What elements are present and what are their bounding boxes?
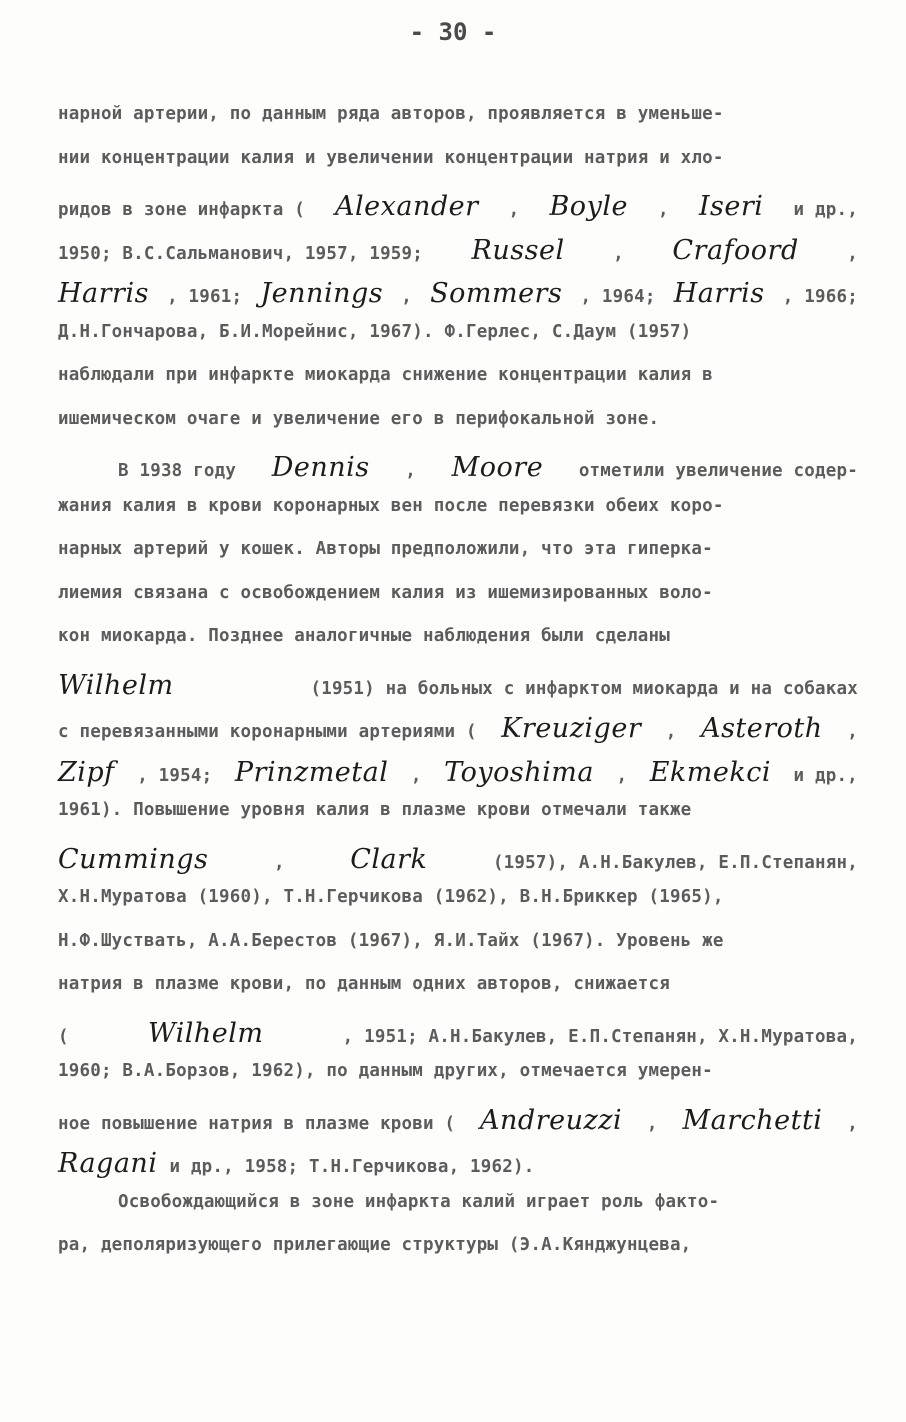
typed-text: , — [405, 461, 417, 481]
handwritten-author-name: Alexander — [335, 191, 479, 222]
handwritten-author-name: Kreuziger — [501, 713, 642, 744]
text-line — [58, 496, 858, 540]
text-line — [58, 844, 858, 888]
typed-text: и др., 1958; Т.Н.Герчикова, 1962). — [169, 1157, 535, 1177]
typed-text: , 1951; А.Н.Бакулев, Е.П.Степанян, Х.Н.Муратова, — [342, 1026, 858, 1047]
text-line — [58, 1235, 858, 1279]
typed-text: , — [613, 243, 624, 264]
typed-text: , — [401, 287, 412, 307]
handwritten-author-name: Ekmekci — [649, 756, 771, 788]
text-line — [58, 583, 858, 627]
typed-text: , — [646, 1113, 658, 1134]
typed-text: нарной артерии, по данным ряда авторов, проявляется в уменьше- — [58, 104, 724, 124]
typed-text: и др., — [793, 200, 858, 220]
typed-text: , 1961; — [167, 287, 243, 307]
typed-text: жания калия в крови коронарных вен после перевязки обеих коро- — [58, 495, 724, 516]
handwritten-author-name: Asteroth — [701, 713, 823, 744]
typed-text: , — [410, 765, 422, 786]
handwritten-author-name: Harris — [673, 278, 765, 309]
typed-text: , 1964; — [580, 287, 656, 307]
typed-text: 1960; В.А.Борзов, 1962), по данным других, отмечается умерен- — [58, 1061, 713, 1081]
typed-text: , — [847, 1113, 858, 1134]
text-line — [58, 757, 858, 801]
text-line — [58, 1192, 858, 1236]
handwritten-author-name: Wilhelm — [58, 669, 174, 701]
typed-text: ридов в зоне инфаркта ( — [58, 200, 305, 220]
text-line — [58, 104, 858, 148]
handwritten-author-name: Toyoshima — [444, 756, 594, 788]
typed-text: ра, деполяризующего прилегающие структуры (Э.А.Кянджунцева, — [58, 1235, 692, 1255]
typed-text: Н.Ф.Шуствать, А.А.Берестов (1967), Я.И.Тайх (1967). Уровень же — [58, 930, 724, 951]
text-line — [58, 1018, 858, 1062]
handwritten-author-name: Jennings — [260, 278, 384, 309]
handwritten-author-name: Russel — [471, 234, 565, 266]
handwritten-author-name: Dennis — [271, 452, 370, 483]
text-line — [58, 1061, 858, 1105]
handwritten-author-name: Wilhelm — [147, 1017, 264, 1049]
typed-text: Освобождающийся в зоне инфаркта калий играет роль факто- — [118, 1191, 720, 1212]
typed-text: нарных артерий у кошек. Авторы предположили, что эта гиперка- — [58, 539, 713, 559]
handwritten-author-name: Andreuzzi — [480, 1104, 623, 1136]
text-line — [58, 1148, 858, 1192]
typed-text: натрия в плазме крови, по данным одних авторов, снижается — [58, 974, 670, 994]
typed-text: Д.Н.Гончарова, Б.И.Морейнис, 1967). Ф.Герлес, С.Даум (1957) — [58, 321, 692, 342]
typed-text: , — [508, 200, 520, 220]
typed-text: В 1938 году — [118, 461, 237, 481]
text-line — [58, 539, 858, 583]
typed-text: наблюдали при инфаркте миокарда снижение концентрации калия в — [58, 365, 713, 385]
typed-text: ишемическом очаге и увеличение его в перифокальной зоне. — [58, 408, 660, 429]
typed-text: , — [847, 243, 858, 264]
text-line — [58, 670, 858, 714]
handwritten-author-name: Moore — [451, 452, 544, 483]
typed-text: , 1966; — [782, 287, 858, 307]
page-number: - 30 - — [409, 18, 497, 46]
typed-text: 1961). Повышение уровня калия в плазме крови отмечали также — [58, 800, 692, 820]
text-line — [58, 1105, 858, 1149]
handwritten-author-name: Boyle — [549, 191, 628, 222]
text-line — [58, 713, 858, 757]
text-line — [58, 235, 858, 279]
text-line — [58, 887, 858, 931]
typed-text: , 1954; — [137, 765, 213, 786]
typed-text: и др., — [793, 765, 858, 786]
typed-text: нии концентрации калия и увеличении концентрации натрия и хло- — [58, 147, 724, 168]
handwritten-author-name: Sommers — [430, 278, 563, 309]
handwritten-author-name: Clark — [350, 843, 428, 875]
typed-text: , — [616, 765, 628, 786]
typed-text: отметили увеличение содер- — [578, 461, 858, 481]
text-line — [58, 191, 858, 235]
handwritten-author-name: Marchetti — [682, 1104, 823, 1136]
typed-text: (1951) на больных с инфарктом миокарда и на собаках — [310, 678, 858, 699]
handwritten-author-name: Prinzmetal — [234, 756, 389, 788]
handwritten-author-name: Crafoord — [672, 234, 799, 266]
typed-text: с перевязанными коронарными артериями ( — [58, 722, 477, 742]
text-line — [58, 452, 858, 496]
typed-text: ( — [58, 1026, 69, 1047]
typed-text: , — [658, 200, 669, 220]
text-line — [58, 148, 858, 192]
handwritten-author-name: Ragani — [58, 1148, 158, 1179]
typed-text: (1957), А.Н.Бакулев, Е.П.Степанян, — [492, 852, 858, 873]
typed-text: , — [847, 722, 858, 742]
typed-text: 1950; В.С.Сальманович, 1957, 1959; — [58, 243, 424, 264]
handwritten-author-name: Iseri — [698, 191, 764, 222]
typed-text: кон миокарда. Позднее аналогичные наблюдения были сделаны — [58, 626, 670, 646]
text-line — [58, 974, 858, 1018]
text-line — [58, 409, 858, 453]
text-line — [58, 278, 858, 322]
typed-text: , — [665, 722, 677, 742]
handwritten-author-name: Cummings — [58, 843, 209, 875]
text-line — [58, 931, 858, 975]
text-line — [58, 322, 858, 366]
handwritten-author-name: Harris — [58, 278, 149, 309]
typed-text: ное повышение натрия в плазме крови ( — [58, 1113, 456, 1134]
text-line — [58, 365, 858, 409]
typed-text: лиемия связана с освобождением калия из ишемизированных воло- — [58, 582, 713, 603]
text-line — [58, 626, 858, 670]
typed-text: Х.Н.Муратова (1960), Т.Н.Герчикова (1962), В.Н.Бриккер (1965), — [58, 887, 724, 907]
text-line — [58, 800, 858, 844]
handwritten-author-name: Zipf — [58, 756, 115, 788]
body-text — [58, 104, 858, 1279]
typed-text: , — [273, 852, 285, 873]
